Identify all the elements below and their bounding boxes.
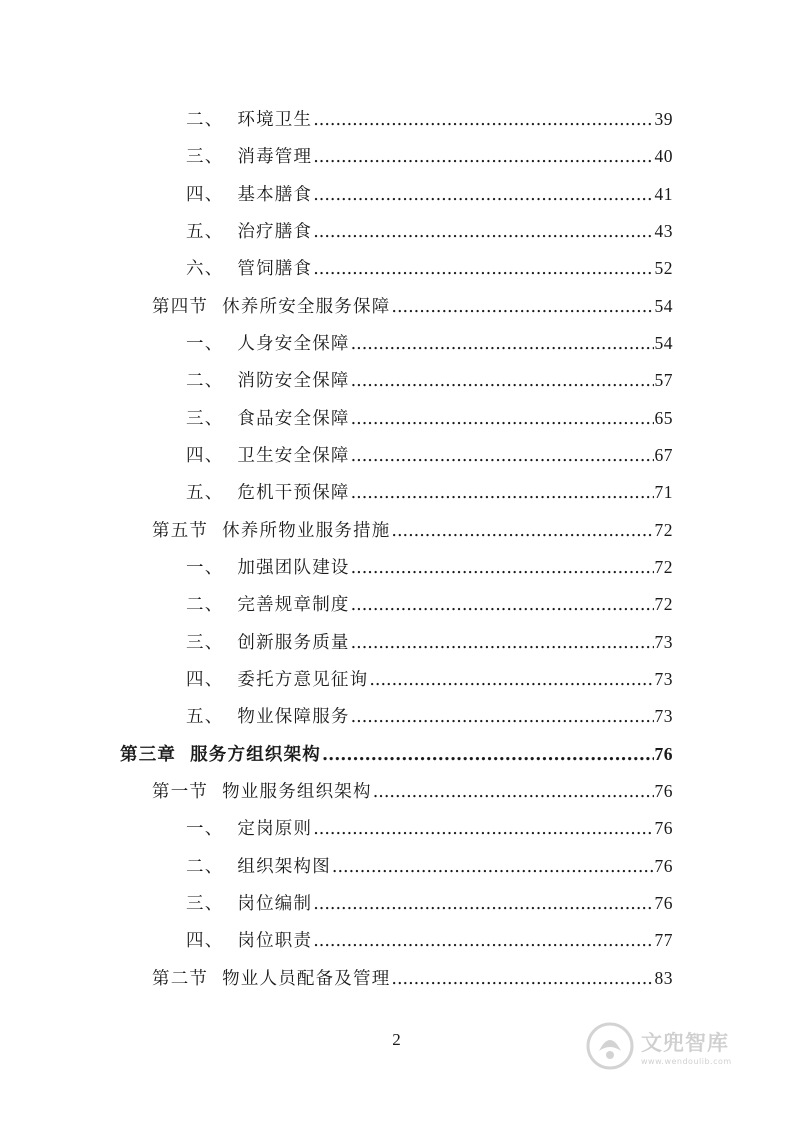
section-number: 第一节 (152, 782, 209, 802)
dot-leader (313, 185, 653, 205)
section-page: 83 (654, 968, 673, 988)
entry-page: 73 (654, 706, 673, 726)
chapter-page: 76 (654, 744, 673, 764)
entry-page: 41 (654, 184, 673, 204)
section-number: 第二节 (152, 969, 209, 989)
section-page: 72 (654, 520, 673, 540)
entry-number: 一、 (186, 558, 224, 578)
entry-page: 72 (654, 594, 673, 614)
section-number: 第五节 (152, 521, 209, 541)
entry-number: 二、 (186, 110, 224, 130)
entry-page: 77 (654, 930, 673, 950)
section-page: 76 (654, 781, 673, 801)
toc-entry[interactable] (186, 106, 673, 132)
toc-section[interactable] (152, 778, 673, 804)
entry-number: 二、 (186, 595, 224, 615)
entry-page: 52 (654, 258, 673, 278)
section-title: 物业服务组织架构 (222, 782, 372, 802)
dot-leader (351, 633, 654, 653)
section-title: 休养所物业服务措施 (222, 521, 391, 541)
dot-leader (313, 819, 653, 839)
toc-entry[interactable] (186, 367, 673, 393)
toc-entry[interactable] (186, 629, 673, 655)
entry-page: 67 (654, 445, 673, 465)
watermark-url: www.wendoulib.com (641, 1056, 732, 1066)
entry-number: 四、 (186, 446, 224, 466)
chapter-title: 服务方组织架构 (190, 745, 322, 765)
toc-section[interactable] (152, 517, 673, 543)
entry-number: 二、 (186, 857, 224, 877)
entry-page: 43 (654, 221, 673, 241)
entry-title: 人身安全保障 (237, 334, 350, 354)
toc-entry[interactable] (186, 181, 673, 207)
watermark-brand: 文兜智库 (641, 1030, 729, 1055)
entry-title: 岗位职责 (237, 931, 313, 951)
dot-leader (322, 745, 653, 765)
toc-chapter[interactable] (120, 741, 673, 767)
toc-entry[interactable] (186, 255, 673, 281)
dot-leader (351, 371, 654, 391)
dot-leader (369, 670, 653, 690)
entry-page: 57 (654, 370, 673, 390)
toc-entry[interactable] (186, 442, 673, 468)
entry-number: 一、 (186, 334, 224, 354)
dot-leader (351, 483, 654, 503)
dot-leader (391, 297, 653, 317)
dot-leader (332, 857, 654, 877)
toc-entry[interactable] (186, 927, 673, 953)
entry-page: 71 (654, 482, 673, 502)
dot-leader (391, 521, 653, 541)
section-page: 54 (654, 296, 673, 316)
entry-title: 管饲膳食 (237, 259, 313, 279)
toc-entry[interactable] (186, 330, 673, 356)
toc-entry[interactable] (186, 703, 673, 729)
toc-entry[interactable] (186, 815, 673, 841)
watermark-logo-icon (585, 1021, 635, 1071)
dot-leader (313, 110, 653, 130)
section-title: 物业人员配备及管理 (222, 969, 391, 989)
dot-leader (351, 409, 654, 429)
section-title: 休养所安全服务保障 (222, 297, 391, 317)
entry-number: 六、 (186, 259, 224, 279)
entry-title: 消毒管理 (237, 147, 313, 167)
entry-number: 五、 (186, 707, 224, 727)
entry-title: 卫生安全保障 (237, 446, 350, 466)
chapter-number: 第三章 (120, 745, 177, 765)
dot-leader (351, 595, 654, 615)
entry-number: 三、 (186, 409, 224, 429)
entry-number: 一、 (186, 819, 224, 839)
entry-page: 76 (654, 856, 673, 876)
toc-entry[interactable] (186, 143, 673, 169)
toc-entry[interactable] (186, 591, 673, 617)
toc-entry[interactable] (186, 218, 673, 244)
page-number: 2 (392, 1030, 401, 1049)
toc-entry[interactable] (186, 405, 673, 431)
entry-title: 食品安全保障 (237, 409, 350, 429)
entry-number: 三、 (186, 147, 224, 167)
entry-number: 三、 (186, 894, 224, 914)
entry-number: 二、 (186, 371, 224, 391)
dot-leader (351, 446, 654, 466)
dot-leader (351, 707, 654, 727)
entry-page: 73 (654, 669, 673, 689)
toc-entry[interactable] (186, 479, 673, 505)
entry-title: 基本膳食 (237, 185, 313, 205)
entry-title: 委托方意见征询 (237, 670, 369, 690)
entry-number: 五、 (186, 222, 224, 242)
entry-title: 环境卫生 (237, 110, 313, 130)
entry-title: 岗位编制 (237, 894, 313, 914)
entry-title: 创新服务质量 (237, 633, 350, 653)
dot-leader (313, 147, 653, 167)
entry-number: 四、 (186, 670, 224, 690)
entry-page: 76 (654, 893, 673, 913)
toc-section[interactable] (152, 293, 673, 319)
section-number: 第四节 (152, 297, 209, 317)
entry-title: 消防安全保障 (237, 371, 350, 391)
entry-number: 三、 (186, 633, 224, 653)
watermark (585, 1018, 755, 1074)
entry-number: 四、 (186, 931, 224, 951)
dot-leader (373, 782, 654, 802)
entry-page: 40 (654, 146, 673, 166)
dot-leader (313, 222, 653, 242)
dot-leader (313, 894, 653, 914)
toc-entry[interactable] (186, 853, 673, 879)
dot-leader (351, 334, 654, 354)
toc-entry[interactable] (186, 554, 673, 580)
toc-entry[interactable] (186, 666, 673, 692)
entry-page: 76 (654, 818, 673, 838)
entry-title: 物业保障服务 (237, 707, 350, 727)
dot-leader (313, 931, 653, 951)
entry-title: 加强团队建设 (237, 558, 350, 578)
entry-title: 组织架构图 (237, 857, 331, 877)
dot-leader (313, 259, 653, 279)
entry-number: 四、 (186, 185, 224, 205)
entry-page: 39 (654, 109, 673, 129)
dot-leader (391, 969, 653, 989)
entry-page: 72 (654, 557, 673, 577)
entry-page: 65 (654, 408, 673, 428)
entry-page: 73 (654, 632, 673, 652)
entry-page: 54 (654, 333, 673, 353)
toc-entry[interactable] (186, 890, 673, 916)
dot-leader (351, 558, 654, 578)
toc-section[interactable] (152, 965, 673, 991)
entry-title: 完善规章制度 (237, 595, 350, 615)
entry-title: 危机干预保障 (237, 483, 350, 503)
entry-number: 五、 (186, 483, 224, 503)
entry-title: 定岗原则 (237, 819, 313, 839)
entry-title: 治疗膳食 (237, 222, 313, 242)
